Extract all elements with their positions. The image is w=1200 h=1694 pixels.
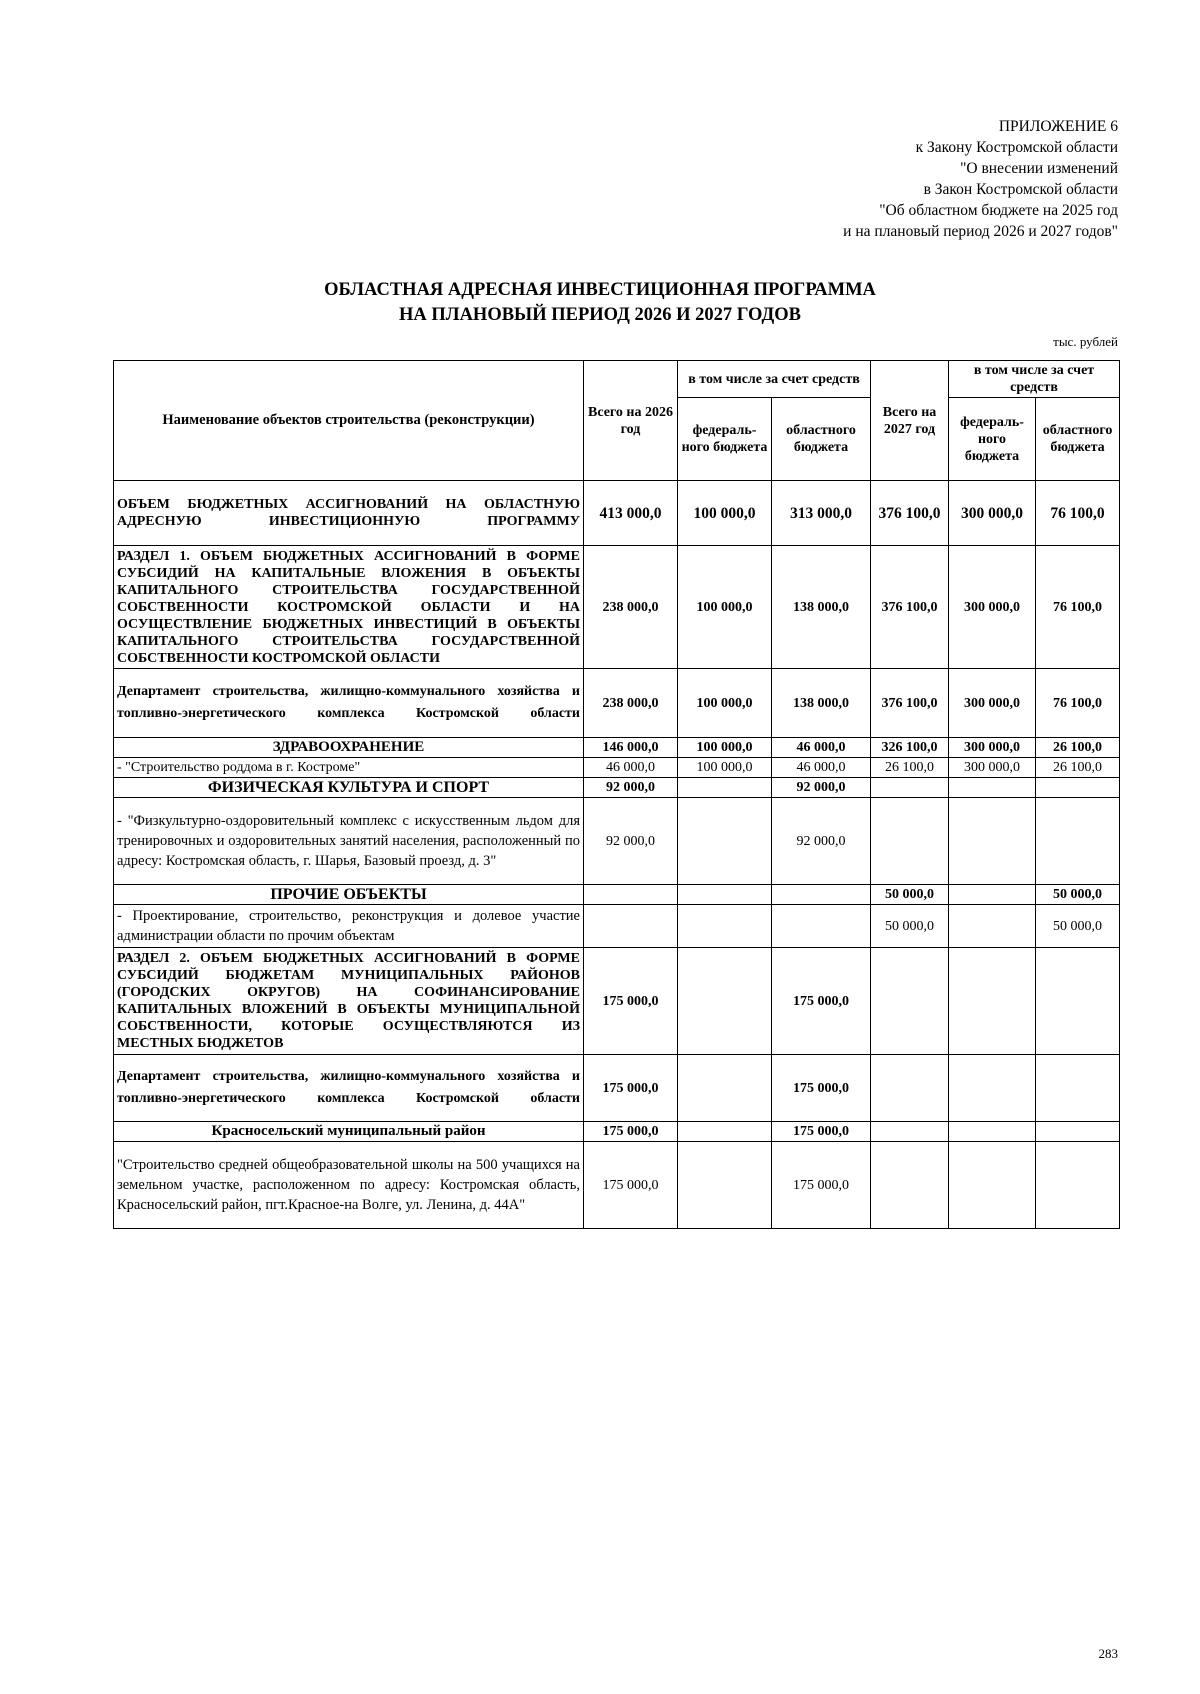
cell-regional-2026: 46 000,0 [772, 758, 871, 778]
cell-total-2026: 238 000,0 [584, 669, 678, 738]
cell-regional-2026: 138 000,0 [772, 546, 871, 669]
units-label: тыс. рублей [1053, 334, 1118, 349]
cell-federal-2027 [949, 1055, 1036, 1122]
cell-regional-2027: 26 100,0 [1036, 738, 1120, 758]
cell-total-2027 [871, 948, 949, 1055]
cell-federal-2026: 100 000,0 [678, 738, 772, 758]
cell-regional-2027: 76 100,0 [1036, 481, 1120, 546]
cell-total-2027: 376 100,0 [871, 669, 949, 738]
table-row [114, 738, 1120, 758]
cell-regional-2027 [1036, 1122, 1120, 1142]
row-name: Департамент строительства, жилищно-коммунального хозяйства и топливно-энергетического комплекса Костромской области [114, 669, 584, 738]
title-line: НА ПЛАНОВЫЙ ПЕРИОД 2026 И 2027 ГОДОВ [399, 305, 801, 325]
cell-federal-2027 [949, 1142, 1036, 1229]
document-title [0, 278, 1200, 328]
appendix-header [843, 116, 1118, 242]
cell-federal-2026 [678, 905, 772, 948]
page-number: 283 [1098, 1646, 1118, 1661]
row-name: - Проектирование, строительство, реконструкция и долевое участие администрации области по прочим объектам [114, 905, 584, 948]
cell-federal-2027 [949, 1122, 1036, 1142]
table-row [114, 546, 1120, 669]
cell-total-2026: 238 000,0 [584, 546, 678, 669]
row-name: "Строительство средней общеобразовательной школы на 500 учащихся на земельном участке, расположенном по адресу: Костромская область, Красносельский район, пгт.Красное-на Волге, ул. Ленина, д. 44А" [114, 1142, 584, 1229]
table-row [114, 1122, 1120, 1142]
cell-regional-2026: 175 000,0 [772, 1055, 871, 1122]
cell-federal-2027: 300 000,0 [949, 738, 1036, 758]
table-row [114, 758, 1120, 778]
cell-regional-2026 [772, 905, 871, 948]
cell-federal-2027 [949, 905, 1036, 948]
cell-federal-2027: 300 000,0 [949, 669, 1036, 738]
row-name: РАЗДЕЛ 1. ОБЪЕМ БЮДЖЕТНЫХ АССИГНОВАНИЙ В ФОРМЕ СУБСИДИЙ НА КАПИТАЛЬНЫЕ ВЛОЖЕНИЯ В ОБЪЕКТЫ КАПИТАЛЬНОГО СТРОИТЕЛЬСТВА ГОСУДАРСТВЕННОЙ СОБСТВЕННОСТИ КОСТРОМСКОЙ ОБЛАСТИ И НА ОСУЩЕСТВЛЕНИЕ БЮДЖЕТНЫХ ИНВЕСТИЦИЙ В ОБЪЕКТЫ КАПИТАЛЬНОГО СТРОИТЕЛЬСТВА ГОСУДАРСТВЕННОЙ СОБСТВЕННОСТИ КОСТРОМСКОЙ ОБЛАСТИ [114, 546, 584, 669]
cell-federal-2026: 100 000,0 [678, 758, 772, 778]
header-row [114, 361, 1120, 398]
table-row [114, 481, 1120, 546]
row-name: - "Строительство роддома в г. Костроме" [114, 758, 584, 778]
cell-regional-2027 [1036, 1142, 1120, 1229]
header-name: Наименование объектов строительства (реконструкции) [114, 361, 584, 481]
header-total-2027: Всего на 2027 год [871, 361, 949, 481]
cell-regional-2027: 76 100,0 [1036, 546, 1120, 669]
cell-federal-2026: 100 000,0 [678, 546, 772, 669]
cell-regional-2027 [1036, 798, 1120, 885]
row-name: РАЗДЕЛ 2. ОБЪЕМ БЮДЖЕТНЫХ АССИГНОВАНИЙ В ФОРМЕ СУБСИДИЙ БЮДЖЕТАМ МУНИЦИПАЛЬНЫХ РАЙОНОВ (ГОРОДСКИХ ОКРУГОВ) НА СОФИНАНСИРОВАНИЕ КАПИТАЛЬНЫХ ВЛОЖЕНИЙ В ОБЪЕКТЫ МУНИЦИПАЛЬНОЙ СОБСТВЕННОСТИ, КОТОРЫЕ ОСУЩЕСТВЛЯЮТСЯ ИЗ МЕСТНЫХ БЮДЖЕТОВ [114, 948, 584, 1055]
cell-total-2027 [871, 1122, 949, 1142]
cell-total-2027 [871, 778, 949, 798]
header-regional-2026: областного бюджета [772, 398, 871, 481]
table-row [114, 948, 1120, 1055]
cell-federal-2026: 100 000,0 [678, 669, 772, 738]
cell-total-2026: 175 000,0 [584, 1055, 678, 1122]
table-row [114, 885, 1120, 905]
cell-regional-2026: 46 000,0 [772, 738, 871, 758]
cell-federal-2026 [678, 798, 772, 885]
header-total-2026: Всего на 2026 год [584, 361, 678, 481]
cell-regional-2027: 50 000,0 [1036, 885, 1120, 905]
appendix-line: и на плановый период 2026 и 2027 годов" [843, 223, 1118, 240]
cell-federal-2027: 300 000,0 [949, 758, 1036, 778]
cell-federal-2026: 100 000,0 [678, 481, 772, 546]
header-including-2027: в том числе за счет средств [949, 361, 1120, 398]
cell-federal-2026 [678, 778, 772, 798]
investment-program-table [113, 360, 1120, 1229]
row-name: Красносельский муниципальный район [114, 1122, 584, 1142]
table-row [114, 778, 1120, 798]
cell-regional-2026: 92 000,0 [772, 778, 871, 798]
row-name: Департамент строительства, жилищно-коммунального хозяйства и топливно-энергетического комплекса Костромской области [114, 1055, 584, 1122]
cell-total-2026: 92 000,0 [584, 798, 678, 885]
cell-federal-2027 [949, 778, 1036, 798]
row-name: ФИЗИЧЕСКАЯ КУЛЬТУРА И СПОРТ [114, 778, 584, 798]
header-federal-2026: федераль-ного бюджета [678, 398, 772, 481]
header-federal-2027: федераль-ного бюджета [949, 398, 1036, 481]
cell-regional-2026: 313 000,0 [772, 481, 871, 546]
cell-total-2027: 376 100,0 [871, 546, 949, 669]
cell-total-2026 [584, 885, 678, 905]
row-name: ОБЪЕМ БЮДЖЕТНЫХ АССИГНОВАНИЙ НА ОБЛАСТНУЮ АДРЕСНУЮ ИНВЕСТИЦИОННУЮ ПРОГРАММУ [114, 481, 584, 546]
cell-regional-2027: 50 000,0 [1036, 905, 1120, 948]
header-regional-2027: областного бюджета [1036, 398, 1120, 481]
cell-regional-2027 [1036, 1055, 1120, 1122]
cell-federal-2027 [949, 798, 1036, 885]
cell-federal-2026 [678, 948, 772, 1055]
cell-total-2026 [584, 905, 678, 948]
cell-total-2027 [871, 1142, 949, 1229]
appendix-line: "Об областном бюджете на 2025 год [879, 202, 1118, 219]
cell-regional-2026: 175 000,0 [772, 1122, 871, 1142]
cell-federal-2026 [678, 1055, 772, 1122]
cell-total-2027: 50 000,0 [871, 885, 949, 905]
cell-regional-2026: 138 000,0 [772, 669, 871, 738]
table-row [114, 905, 1120, 948]
cell-regional-2026: 175 000,0 [772, 1142, 871, 1229]
cell-total-2027: 26 100,0 [871, 758, 949, 778]
cell-federal-2027: 300 000,0 [949, 546, 1036, 669]
appendix-line: к Закону Костромской области [915, 139, 1118, 156]
cell-regional-2027 [1036, 778, 1120, 798]
table-row [114, 669, 1120, 738]
cell-regional-2027 [1036, 948, 1120, 1055]
cell-total-2026: 46 000,0 [584, 758, 678, 778]
cell-federal-2027 [949, 948, 1036, 1055]
appendix-line: "О внесении изменений [960, 160, 1118, 177]
cell-federal-2027 [949, 885, 1036, 905]
row-name: - "Физкультурно-оздоровительный комплекс с искусственным льдом для тренировочных и оздоровительных занятий населения, расположенный по адресу: Костромская область, г. Шарья, Базовый проезд, д. 3" [114, 798, 584, 885]
cell-total-2027: 326 100,0 [871, 738, 949, 758]
cell-total-2027: 376 100,0 [871, 481, 949, 546]
table-row [114, 798, 1120, 885]
cell-regional-2026: 175 000,0 [772, 948, 871, 1055]
title-line: ОБЛАСТНАЯ АДРЕСНАЯ ИНВЕСТИЦИОННАЯ ПРОГРАММА [324, 280, 876, 300]
cell-total-2026: 92 000,0 [584, 778, 678, 798]
cell-regional-2026 [772, 885, 871, 905]
cell-federal-2026 [678, 885, 772, 905]
cell-federal-2026 [678, 1122, 772, 1142]
table-row [114, 1055, 1120, 1122]
cell-total-2026: 413 000,0 [584, 481, 678, 546]
cell-regional-2026: 92 000,0 [772, 798, 871, 885]
cell-total-2027 [871, 798, 949, 885]
cell-regional-2027: 76 100,0 [1036, 669, 1120, 738]
cell-regional-2027: 26 100,0 [1036, 758, 1120, 778]
cell-total-2026: 146 000,0 [584, 738, 678, 758]
cell-federal-2027: 300 000,0 [949, 481, 1036, 546]
cell-total-2026: 175 000,0 [584, 1142, 678, 1229]
cell-total-2027: 50 000,0 [871, 905, 949, 948]
cell-total-2026: 175 000,0 [584, 1122, 678, 1142]
cell-total-2027 [871, 1055, 949, 1122]
appendix-line: в Закон Костромской области [923, 181, 1118, 198]
cell-total-2026: 175 000,0 [584, 948, 678, 1055]
appendix-line: ПРИЛОЖЕНИЕ 6 [998, 118, 1118, 135]
row-name: ПРОЧИЕ ОБЪЕКТЫ [114, 885, 584, 905]
header-including-2026: в том числе за счет средств [678, 361, 871, 398]
row-name: ЗДРАВООХРАНЕНИЕ [114, 738, 584, 758]
table-row [114, 1142, 1120, 1229]
cell-federal-2026 [678, 1142, 772, 1229]
